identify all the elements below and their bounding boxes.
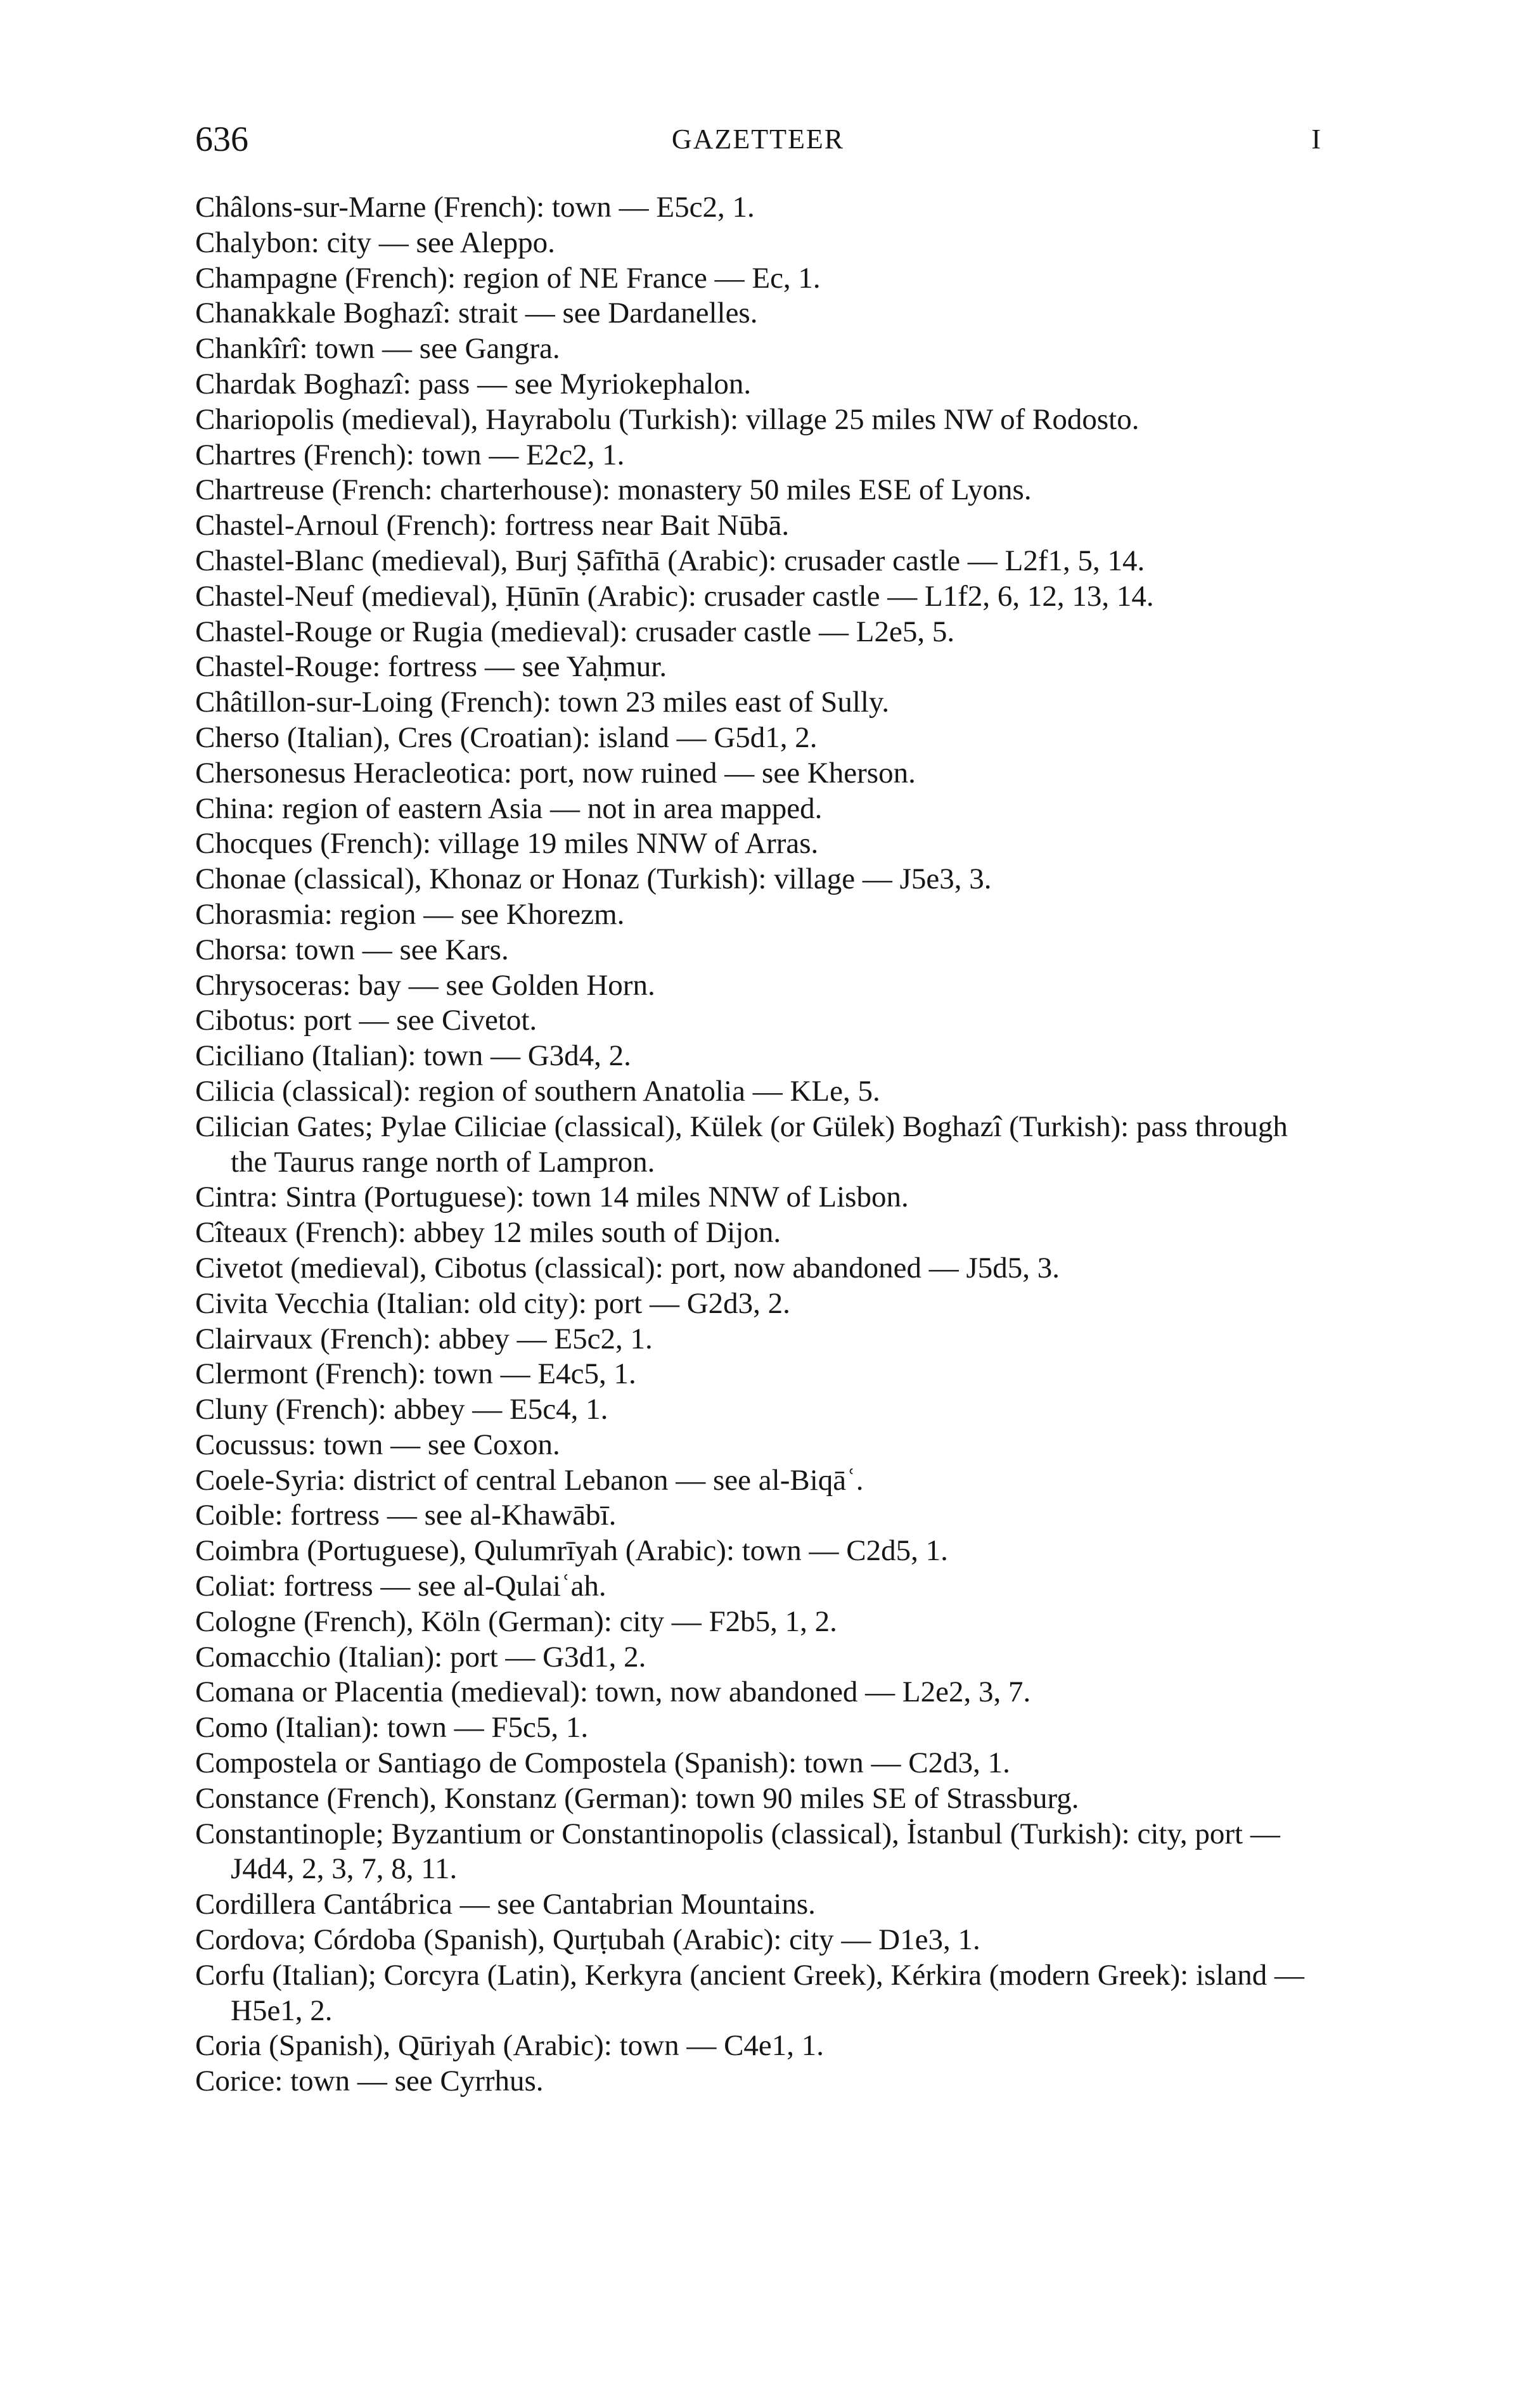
gazetteer-entry: Chastel-Arnoul (French): fortress near Bait Nūbā. <box>195 509 790 542</box>
gazetteer-entry: Chardak Boghazî: pass — see Myriokephalon. <box>195 367 752 400</box>
gazetteer-entry: Chastel-Rouge or Rugia (medieval): crusader castle — L2e5, 5. <box>195 615 955 648</box>
gazetteer-entry: Coele-Syria: district of central Lebanon — see al-Biqāʿ. <box>195 1463 864 1497</box>
gazetteer-entry: Clairvaux (French): abbey — E5c2, 1. <box>195 1322 653 1355</box>
gazetteer-entry: Cologne (French), Köln (German): city — F2b5, 1, 2. <box>195 1604 837 1638</box>
gazetteer-entry: Cilicia (classical): region of southern Anatolia — KLe, 5. <box>195 1074 880 1108</box>
gazetteer-entry: Chonae (classical), Khonaz or Honaz (Turkish): village — J5e3, 3. <box>195 862 992 896</box>
running-title: GAZETTEER <box>671 124 845 155</box>
page-number: 636 <box>195 120 248 159</box>
gazetteer-entry: Cherso (Italian), Cres (Croatian): island — G5d1, 2. <box>195 720 818 754</box>
gazetteer-entry: Châlons-sur-Marne (French): town — E5c2, 1. <box>195 191 755 224</box>
gazetteer-entry: Châtillon-sur-Loing (French): town 23 miles east of Sully. <box>195 686 890 719</box>
gazetteer-entry: Chariopolis (medieval), Hayrabolu (Turkish): village 25 miles NW of Rodosto. <box>195 402 1139 436</box>
gazetteer-entry: Chersonesus Heracleotica: port, now ruined — see Kherson. <box>195 756 916 790</box>
gazetteer-entry: Chalybon: city — see Aleppo. <box>195 226 555 259</box>
gazetteer-entry: Cilician Gates; Pylae Ciliciae (classical), Külek (or Gülek) Boghazî (Turkish): pass through the Taurus range north of Lampron. <box>195 1110 1288 1179</box>
running-head <box>195 114 1321 165</box>
gazetteer-entry: Cordillera Cantábrica — see Cantabrian Mountains. <box>195 1888 816 1921</box>
gazetteer-entry: Cordova; Córdoba (Spanish), Qurṭubah (Arabic): city — D1e3, 1. <box>195 1923 980 1957</box>
gazetteer-entries <box>195 190 1330 2099</box>
gazetteer-entry: Coliat: fortress — see al-Qulaiʿah. <box>195 1570 606 1603</box>
gazetteer-entry: Chartreuse (French: charterhouse): monastery 50 miles ESE of Lyons. <box>195 473 1032 507</box>
gazetteer-entry: Chorasmia: region — see Khorezm. <box>195 897 625 931</box>
gazetteer-entry: Cocussus: town — see Coxon. <box>195 1428 560 1461</box>
gazetteer-entry: Clermont (French): town — E4c5, 1. <box>195 1357 636 1391</box>
gazetteer-entry: Comacchio (Italian): port — G3d1, 2. <box>195 1640 646 1674</box>
gazetteer-entry: Chocques (French): village 19 miles NNW of Arras. <box>195 827 819 861</box>
gazetteer-entry: Chrysoceras: bay — see Golden Horn. <box>195 968 655 1002</box>
section-letter: I <box>1311 124 1321 155</box>
gazetteer-entry: Champagne (French): region of NE France — Ec, 1. <box>195 261 821 295</box>
gazetteer-entry: Civita Vecchia (Italian: old city): port — G2d3, 2. <box>195 1286 790 1320</box>
gazetteer-entry: Ciciliano (Italian): town — G3d4, 2. <box>195 1039 631 1073</box>
gazetteer-entry: Constance (French), Konstanz (German): town 90 miles SE of Strassburg. <box>195 1781 1079 1815</box>
gazetteer-entry: Compostela or Santiago de Compostela (Spanish): town — C2d3, 1. <box>195 1746 1010 1780</box>
gazetteer-entry: Coimbra (Portuguese), Qulumrīyah (Arabic): town — C2d5, 1. <box>195 1534 948 1568</box>
gazetteer-entry: Cluny (French): abbey — E5c4, 1. <box>195 1393 608 1426</box>
gazetteer-entry: Chastel-Rouge: fortress — see Yaḥmur. <box>195 650 667 684</box>
gazetteer-entry: Cîteaux (French): abbey 12 miles south of Dijon. <box>195 1216 781 1250</box>
gazetteer-entry: Coria (Spanish), Qūriyah (Arabic): town — C4e1, 1. <box>195 2029 825 2063</box>
gazetteer-entry: Civetot (medieval), Cibotus (classical): port, now abandoned — J5d5, 3. <box>195 1251 1060 1284</box>
gazetteer-entry: Corice: town — see Cyrrhus. <box>195 2065 544 2098</box>
gazetteer-entry: Cintra: Sintra (Portuguese): town 14 miles NNW of Lisbon. <box>195 1181 909 1214</box>
gazetteer-entry: Chastel-Neuf (medieval), Ḥūnīn (Arabic): crusader castle — L1f2, 6, 12, 13, 14. <box>195 579 1154 613</box>
gazetteer-entry: Constantinople; Byzantium or Constantinopolis (classical), İstanbul (Turkish): city, port — J4d4, 2, 3, 7, 8, 11. <box>195 1817 1280 1886</box>
gazetteer-entry: Chastel-Blanc (medieval), Burj Ṣāfīthā (Arabic): crusader castle — L2f1, 5, 14. <box>195 544 1145 577</box>
gazetteer-entry: Chanakkale Boghazî: strait — see Dardanelles. <box>195 297 758 330</box>
gazetteer-entry: Corfu (Italian); Corcyra (Latin), Kerkyra (ancient Greek), Kérkira (modern Greek): island — H5e1, 2. <box>195 1958 1304 2027</box>
gazetteer-entry: Cibotus: port — see Civetot. <box>195 1004 537 1037</box>
gazetteer-entry: Chartres (French): town — E2c2, 1. <box>195 438 625 471</box>
gazetteer-entry: Chorsa: town — see Kars. <box>195 933 509 966</box>
gazetteer-entry: Como (Italian): town — F5c5, 1. <box>195 1711 589 1745</box>
gazetteer-entry: Chankîrî: town — see Gangra. <box>195 332 560 366</box>
gazetteer-entry: Coible: fortress — see al-Khawābī. <box>195 1499 617 1532</box>
gazetteer-entry: China: region of eastern Asia — not in area mapped. <box>195 791 823 825</box>
gazetteer-entry: Comana or Placentia (medieval): town, now abandoned — L2e2, 3, 7. <box>195 1675 1031 1709</box>
